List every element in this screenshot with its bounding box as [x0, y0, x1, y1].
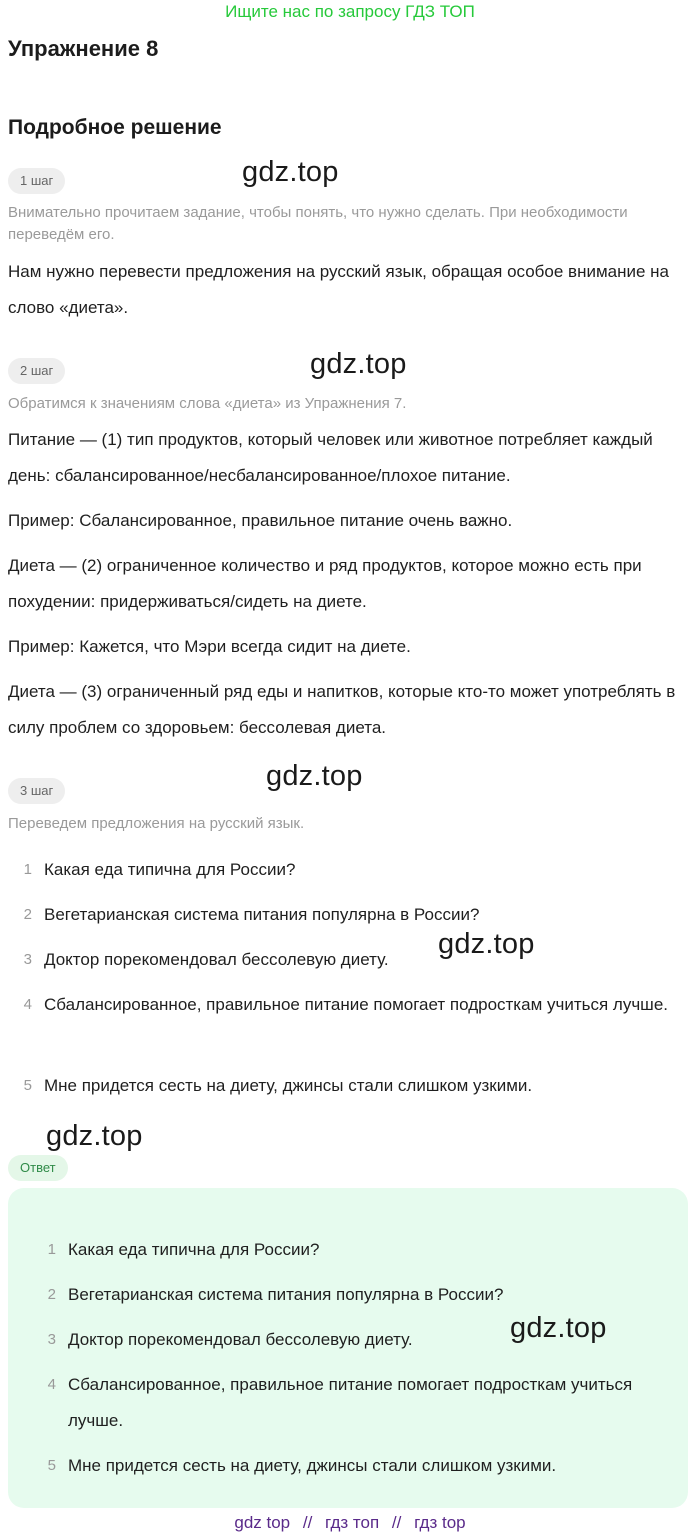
watermark: gdz.top	[510, 1312, 607, 1344]
solution-heading: Подробное решение	[8, 116, 222, 139]
top-banner[interactable]: Ищите нас по запросу ГДЗ ТОП	[225, 2, 475, 21]
step-2-paragraph: Пример: Кажется, что Мэри всегда сидит на диете.	[8, 637, 411, 656]
list-item-text: Вегетарианская система питания популярна в России?	[44, 905, 480, 924]
step-1-badge	[8, 168, 65, 194]
list-item-text: Какая еда типична для России?	[44, 860, 296, 879]
step-3-badge	[8, 778, 65, 804]
list-item-text: Мне придется сесть на диету, джинсы стали слишком узкими.	[68, 1456, 557, 1475]
footer-link-gdz-top[interactable]: gdz top	[234, 1513, 291, 1532]
footer-link-gdz-top-mixed[interactable]: гдз top	[414, 1513, 466, 1532]
list-item-text: Доктор порекомендовал бессолевую диету.	[44, 950, 389, 969]
list-number: 2	[23, 906, 32, 923]
watermark: gdz.top	[266, 760, 363, 792]
watermark: gdz.top	[310, 348, 407, 380]
watermark: gdz.top	[46, 1120, 143, 1152]
watermark: gdz.top	[438, 928, 535, 960]
list-item-text: Вегетарианская система питания популярна в России?	[68, 1285, 504, 1304]
footer-links	[0, 1513, 700, 1533]
step-2-paragraph: Диета — (2) ограниченное количество и ряд продуктов, которое можно есть при похудении: придерживаться/сидеть на диете.	[8, 556, 642, 611]
step-1-label: 1 шаг	[8, 168, 65, 194]
list-item-text: Какая еда типична для России?	[68, 1240, 320, 1259]
list-number: 4	[23, 996, 32, 1013]
step-2-label: 2 шаг	[8, 358, 65, 384]
list-number: 1	[47, 1241, 56, 1258]
list-item-text: Мне придется сесть на диету, джинсы стали слишком узкими.	[44, 1076, 533, 1095]
answer-label: Ответ	[8, 1155, 68, 1181]
step-3-label: 3 шаг	[8, 778, 65, 804]
step-3-hint: Переведем предложения на русский язык.	[8, 815, 305, 832]
step-1-hint: Внимательно прочитаем задание, чтобы понять, что нужно сделать. При необходимости переведём его.	[8, 204, 628, 243]
exercise-title: Упражнение 8	[8, 36, 159, 61]
list-number: 3	[23, 951, 32, 968]
footer-separator: //	[302, 1513, 313, 1532]
list-item-text: Сбалансированное, правильное питание помогает подросткам учиться лучше.	[68, 1375, 633, 1430]
list-number: 5	[23, 1077, 32, 1094]
step-2-hint: Обратимся к значениям слова «диета» из Упражнения 7.	[8, 395, 407, 412]
list-number: 3	[47, 1331, 56, 1348]
watermark: gdz.top	[242, 156, 339, 188]
list-number: 2	[47, 1286, 56, 1303]
list-number: 5	[47, 1457, 56, 1474]
list-item-text: Доктор порекомендовал бессолевую диету.	[68, 1330, 413, 1349]
footer-separator: //	[391, 1513, 402, 1532]
list-item-text: Сбалансированное, правильное питание помогает подросткам учиться лучше.	[44, 995, 669, 1014]
step-1-text: Нам нужно перевести предложения на русский язык, обращая особое внимание на слово «диета».	[8, 262, 669, 317]
step-2-paragraph: Питание — (1) тип продуктов, который человек или животное потребляет каждый день: сбалансированное/несбалансированное/плохое питание.	[8, 430, 653, 485]
list-number: 4	[47, 1376, 56, 1393]
answer-badge	[8, 1155, 68, 1181]
step-2-badge	[8, 358, 65, 384]
list-number: 1	[23, 861, 32, 878]
step-2-paragraph: Пример: Сбалансированное, правильное питание очень важно.	[8, 511, 513, 530]
footer-link-gdz-top-ru[interactable]: гдз топ	[325, 1513, 380, 1532]
step-2-paragraph: Диета — (3) ограниченный ряд еды и напитков, которые кто-то может употреблять в силу проблем со здоровьем: бессолевая диета.	[8, 682, 676, 737]
